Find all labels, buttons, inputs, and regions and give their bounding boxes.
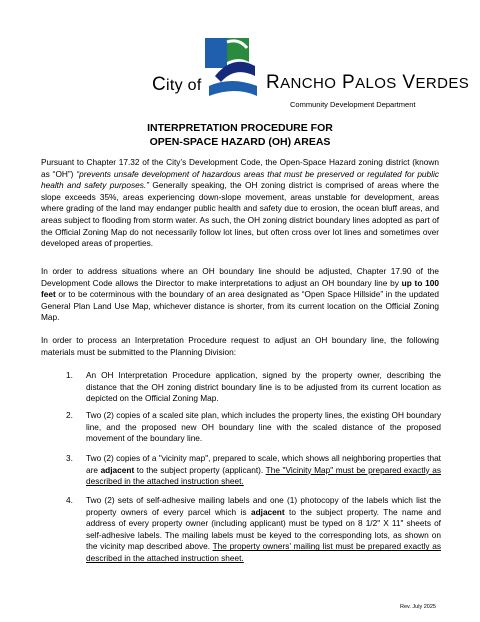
list-item: 2. Two (2) copies of a scaled site plan, which includes the property lines, the existing OH boundary line, and the proposed new OH boundary line with the scaled distance of the proposed movement of the boundary line. (66, 410, 441, 444)
list-item: 3. Two (2) copies of a "vicinity map", prepared to scale, which shows all neighboring properties that are adjacent to the subject property (applicant). The "Vicinity Map" must be prepared exactly as described in the attached instruction sheet. (66, 453, 442, 487)
document-title-line-2: OPEN-SPACE HAZARD (OH) AREAS (149, 136, 331, 148)
document-title-line-1: INTERPRETATION PROCEDURE FOR (147, 122, 333, 134)
city-of-text: City of (152, 74, 202, 95)
list-item: 1. An OH Interpretation Procedure application, signed by the property owner, describing the distance that the OH zoning district boundary line is to be adjusted from its current location as depicted on the Official Zoning Map. (66, 370, 441, 404)
paragraph-materials-intro: In order to process an Interpretation Procedure request to adjust an OH boundary line, the following materials must be submitted to the Planning Division: (41, 335, 439, 357)
paragraph-purpose: Pursuant to Chapter 17.32 of the City’s Development Code, the Open-Space Hazard zoning district (known as “OH”) “prevents unsafe development of hazardous areas that must be preserved or regulated for public health and safety purposes.” Generally speaking, the OH zoning district is comprised of areas where the slope exceeds 35%, areas experiencing down-slope movement, areas unstable for development, areas where grading of the land may endanger public health and safety due to erosion, the ocean bluff areas, and areas subject to flooding from storm water. As such, the OH zoning district boundary lines adopted as part of the Official Zoning Map do not necessarily follow lot lines, but often cross over lot lines and sometimes over developed areas of properties. (41, 157, 440, 249)
city-logo-icon (205, 36, 261, 100)
list-item: 4. Two (2) sets of self-adhesive mailing labels and one (1) photocopy of the labels which list the property owners of every parcel which is adjacent to the subject property. The name and address of every property owner (including applicant) must be typed on 8 1/2" X 11" sheets of self-adhesive labels. The mailing labels must be keyed to the corresponding lots, as shown on the vicinity map described above. The property owners’ mailing list must be prepared exactly as described in the attached instruction sheet. (66, 495, 441, 563)
paragraph-adjustment: In order to address situations where an OH boundary line should be adjusted, Chapter 17.90 of the Development Code allows the Director to make interpretations to adjust an OH boundary line by up to 100 feet or to be coterminous with the boundary of an area designated as “Open Space Hillside” in the updated General Plan Land Use Map, whichever distance is shorter, from its current location on the Official Zoning Map. (41, 266, 439, 323)
revision-date: Rev. July 2025 (400, 604, 436, 610)
department-name: Community Development Department (290, 100, 416, 109)
rancho-palos-verdes-text: RANCHO PALOS VERDES (266, 72, 470, 93)
